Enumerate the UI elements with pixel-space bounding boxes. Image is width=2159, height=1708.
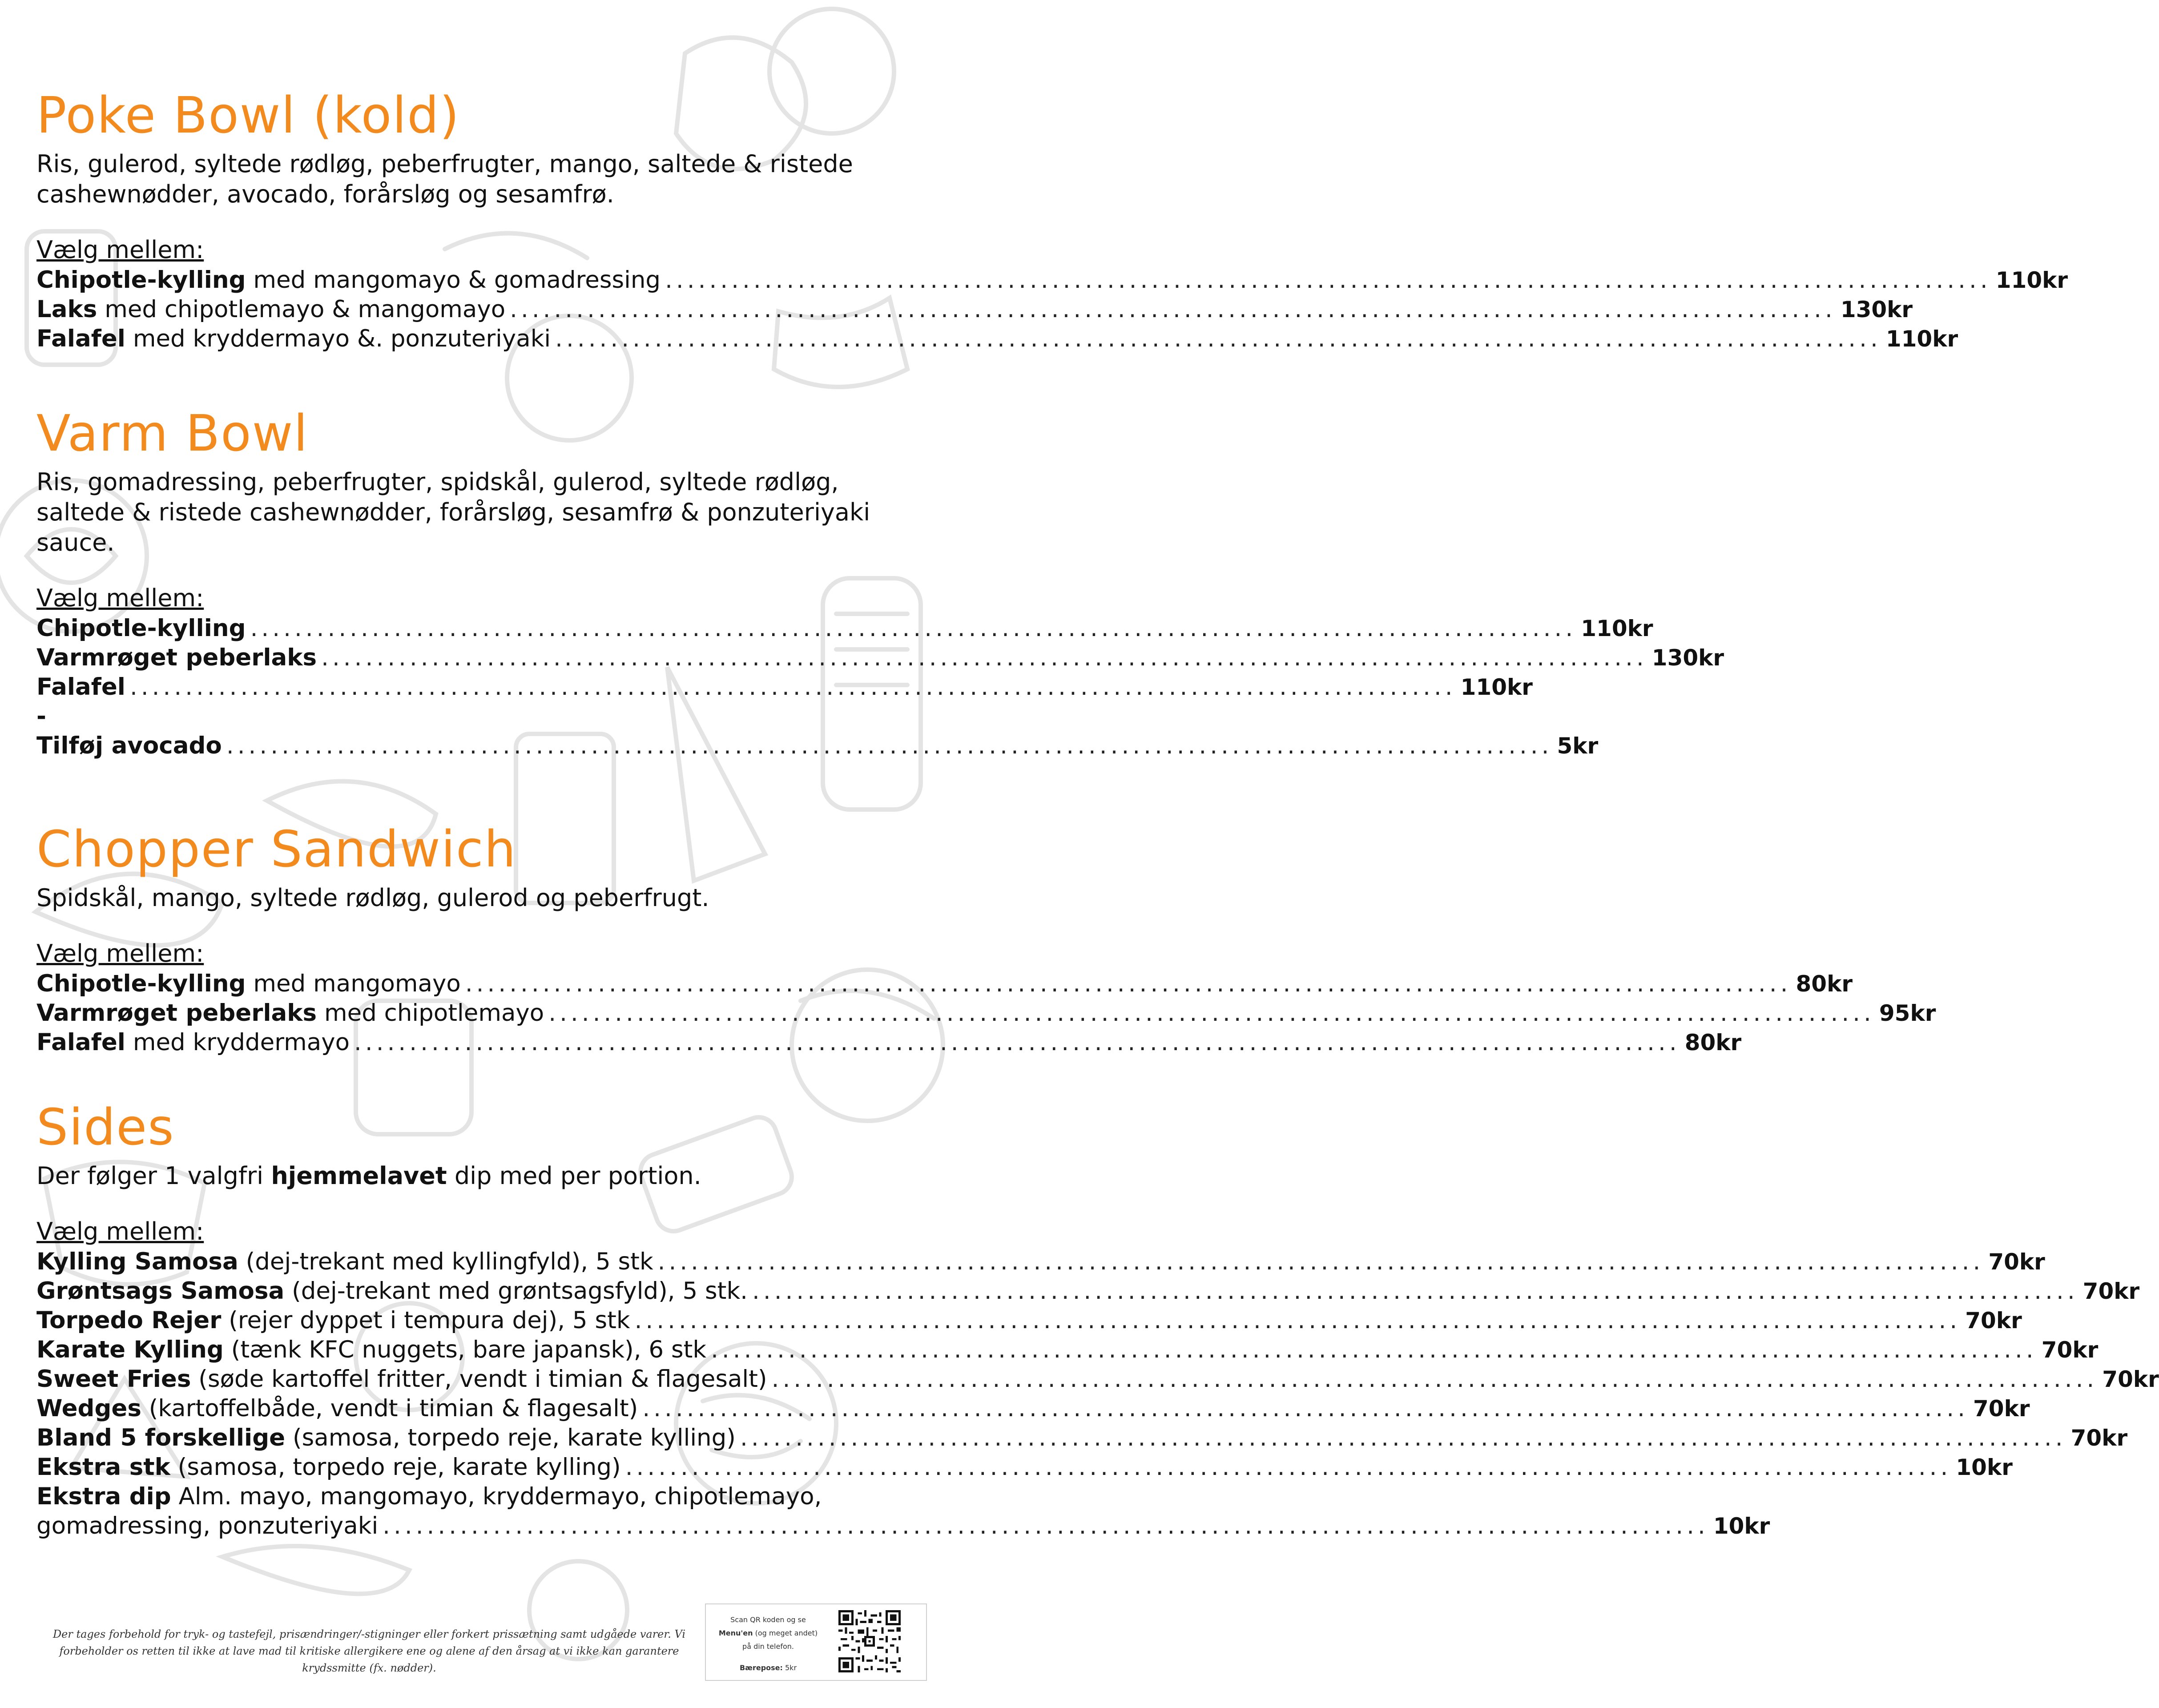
dot-leader: ........................................................................................................................ bbox=[555, 325, 1881, 352]
dot-leader: ........................................................................................................................ bbox=[321, 644, 1647, 671]
item-detail: med mangomayo bbox=[246, 970, 461, 997]
item-detail: med chipotlemayo & mangomayo bbox=[97, 296, 506, 323]
item-name: Bland 5 forskellige bbox=[36, 1424, 286, 1451]
item-detail: (rejer dyppet i tempura dej), 5 stk bbox=[221, 1307, 630, 1334]
menu-item bbox=[36, 1365, 2159, 1394]
varm-bowl-title: Varm Bowl bbox=[36, 405, 309, 463]
item-separator: - bbox=[36, 703, 46, 730]
bag-price: 5kr bbox=[782, 1664, 797, 1672]
bag-label: Bærepose: bbox=[739, 1664, 783, 1672]
dot-leader: ........................................................................................................................ bbox=[740, 1424, 2066, 1451]
item-name: Chipotle-kylling bbox=[36, 266, 246, 294]
poke-bowl-description: Ris, gulerod, syltede rødløg, peberfrugter, mango, saltede & ristede cashewnødder, avocado, forårsløg og sesamfrø. bbox=[36, 150, 853, 208]
dot-leader: ........................................................................................................................ bbox=[752, 1277, 2078, 1305]
item-price: 10kr bbox=[1956, 1454, 2013, 1480]
item-detail: (kartoffelbåde, vendt i timian & flagesalt) bbox=[141, 1395, 638, 1422]
dot-leader: ........................................................................................................................ bbox=[771, 1366, 2098, 1393]
item-price: 130kr bbox=[1840, 297, 1913, 322]
dot-leader: ........................................................................................................................ bbox=[548, 999, 1875, 1027]
item-name: Falafel bbox=[36, 325, 125, 352]
item-price: 95kr bbox=[1879, 1000, 1936, 1026]
menu-item bbox=[36, 614, 1653, 643]
dot-leader: ........................................................................................................................ bbox=[465, 970, 1792, 997]
dot-leader: ........................................................................................................................ bbox=[642, 1395, 1969, 1422]
item-name: Karate Kylling bbox=[36, 1336, 224, 1363]
item-detail: med chipotlemayo bbox=[317, 999, 544, 1027]
dot-leader: ........................................................................................................................ bbox=[510, 296, 1836, 323]
item-price: 130kr bbox=[1651, 645, 1724, 671]
sides-choose-label: Vælg mellem: bbox=[36, 1217, 204, 1245]
disclaimer-text: Der tages forbehold for tryk- og tastefejl, prisændringer/-stigninger eller forkert prissætning samt udgåede varer. Vi forbeholder os retten til ikke at lave mad til kritiske allergikere ene og alene af den årsag at vi ikke kan garantere krydssmitte (fx. nødder). bbox=[52, 1628, 686, 1674]
item-price: 70kr bbox=[2102, 1366, 2159, 1392]
dot-leader: ........................................................................................................................ bbox=[250, 615, 1577, 642]
item-name: Ekstra stk bbox=[36, 1454, 170, 1481]
item-price: 110kr bbox=[1995, 267, 2068, 293]
chopper-sandwich-title: Chopper Sandwich bbox=[36, 821, 517, 878]
menu-item bbox=[36, 266, 2068, 295]
menu-item bbox=[36, 999, 1936, 1028]
item-name: Laks bbox=[36, 296, 97, 323]
menu-item bbox=[36, 1453, 2013, 1482]
menu-item bbox=[36, 1247, 2045, 1277]
chopper-sandwich-section bbox=[36, 821, 1936, 1057]
item-detail: med kryddermayo bbox=[125, 1029, 350, 1056]
item-name: Varmrøget peberlaks bbox=[36, 644, 317, 671]
menu-item bbox=[36, 1423, 2128, 1453]
item-price: 80kr bbox=[1684, 1030, 1742, 1055]
varm-bowl-description: Ris, gomadressing, peberfrugter, spidskål, gulerod, syltede rødløg, saltede & ristede cashewnødder, forårsløg, sesamfrø & ponzuteriyaki sauce. bbox=[36, 468, 870, 556]
menu-item bbox=[36, 324, 1958, 354]
menu-item bbox=[36, 643, 1724, 673]
item-detail: (samosa, torpedo reje, karate kylling) bbox=[170, 1454, 621, 1481]
item-name: Wedges bbox=[36, 1395, 141, 1422]
poke-bowl-section bbox=[36, 87, 2068, 354]
item-name: Varmrøget peberlaks bbox=[36, 999, 317, 1027]
item-price: 70kr bbox=[1965, 1308, 2022, 1333]
dot-leader: ........................................................................................................................ bbox=[226, 732, 1553, 759]
item-price: 10kr bbox=[1713, 1513, 1770, 1539]
dot-leader: ........................................................................................................................ bbox=[665, 266, 1991, 294]
menu-item bbox=[36, 969, 1853, 999]
qr-code-icon[interactable] bbox=[838, 1610, 901, 1672]
menu-item bbox=[36, 295, 1913, 324]
item-detail: med mangomayo & gomadressing bbox=[246, 266, 661, 294]
item-price: 110kr bbox=[1460, 674, 1533, 700]
item-price: 70kr bbox=[2082, 1278, 2140, 1304]
dot-leader: ........................................................................................................................ bbox=[383, 1512, 1709, 1539]
menu-item bbox=[36, 673, 1533, 702]
item-price: 80kr bbox=[1796, 971, 1853, 997]
item-detail: (dej-trekant med grøntsagsfyld), 5 stk. bbox=[284, 1277, 748, 1305]
item-detail: gomadressing, ponzuteriyaki bbox=[36, 1512, 379, 1539]
extra-dip-line2 bbox=[36, 1511, 1770, 1541]
menu-item bbox=[36, 1028, 1742, 1057]
item-name: Chipotle-kylling bbox=[36, 615, 246, 642]
dot-leader: ........................................................................................................................ bbox=[625, 1454, 1952, 1481]
item-detail: (tænk KFC nuggets, bare japansk), 6 stk bbox=[223, 1336, 707, 1363]
item-price: 110kr bbox=[1581, 616, 1653, 641]
dot-leader: ........................................................................................................................ bbox=[711, 1336, 2037, 1363]
item-name: Tilføj avocado bbox=[36, 732, 222, 759]
dot-leader: ........................................................................................................................ bbox=[129, 673, 1456, 701]
varm-bowl-choose-label: Vælg mellem: bbox=[36, 584, 204, 612]
sides-desc-bold: hjemmelavet bbox=[271, 1162, 447, 1190]
chopper-sandwich-description: Spidskål, mango, syltede rødløg, gulerod og peberfrugt. bbox=[36, 884, 709, 912]
menu-item-extra bbox=[36, 731, 1599, 761]
item-name: Grøntsags Samosa bbox=[36, 1277, 285, 1305]
item-name: Kylling Samosa bbox=[36, 1248, 238, 1275]
qr-line-1: Scan QR koden og se bbox=[730, 1615, 806, 1624]
dot-leader: ........................................................................................................................ bbox=[354, 1029, 1680, 1056]
sides-description bbox=[36, 1161, 925, 1191]
varm-bowl-section bbox=[36, 405, 1724, 761]
bag-price-line bbox=[710, 1661, 826, 1675]
dot-leader: ........................................................................................................................ bbox=[634, 1307, 1961, 1334]
qr-menu-rest: (og meget andet) bbox=[753, 1629, 818, 1637]
item-detail: (søde kartoffel fritter, vendt i timian & flagesalt) bbox=[191, 1366, 767, 1393]
item-detail: (dej-trekant med kyllingfyld), 5 stk bbox=[238, 1248, 653, 1275]
item-name: Ekstra dip bbox=[36, 1483, 171, 1510]
qr-line-2 bbox=[710, 1627, 826, 1640]
menu-item bbox=[36, 1306, 2022, 1335]
sides-desc-start: Der følger 1 valgfri bbox=[36, 1162, 271, 1190]
poke-bowl-choose-label: Vælg mellem: bbox=[36, 236, 204, 264]
sides-section bbox=[36, 1099, 2159, 1541]
sides-title: Sides bbox=[36, 1099, 175, 1156]
item-name: Chipotle-kylling bbox=[36, 970, 246, 997]
item-detail: (samosa, torpedo reje, karate kylling) bbox=[285, 1424, 736, 1451]
item-name: Sweet Fries bbox=[36, 1366, 191, 1393]
item-detail: med kryddermayo &. ponzuteriyaki bbox=[125, 325, 551, 352]
item-name: Torpedo Rejer bbox=[36, 1307, 222, 1334]
qr-line-3: på din telefon. bbox=[742, 1642, 794, 1651]
menu-item bbox=[36, 1394, 2030, 1423]
item-price: 70kr bbox=[1973, 1396, 2030, 1422]
item-detail: Alm. mayo, mangomayo, kryddermayo, chipotlemayo, bbox=[171, 1483, 822, 1510]
item-price: 110kr bbox=[1885, 326, 1958, 352]
qr-instructions bbox=[710, 1613, 826, 1675]
sides-desc-end: dip med per portion. bbox=[447, 1162, 701, 1190]
dot-leader: ........................................................................................................................ bbox=[657, 1248, 1984, 1275]
item-price: 70kr bbox=[2041, 1337, 2099, 1363]
chopper-sandwich-choose-label: Vælg mellem: bbox=[36, 939, 204, 967]
item-price: 70kr bbox=[2070, 1425, 2128, 1451]
poke-bowl-title: Poke Bowl (kold) bbox=[36, 87, 460, 145]
menu-item bbox=[36, 1277, 2140, 1306]
qr-menu-box bbox=[705, 1603, 927, 1681]
menu-item bbox=[36, 1335, 2099, 1365]
extra-dip-line1 bbox=[36, 1482, 925, 1511]
item-name: Falafel bbox=[36, 1029, 125, 1056]
qr-menu-bold: Menu'en bbox=[718, 1629, 753, 1637]
item-price: 5kr bbox=[1557, 733, 1599, 759]
item-price: 70kr bbox=[1988, 1249, 2045, 1275]
item-name: Falafel bbox=[36, 673, 125, 701]
